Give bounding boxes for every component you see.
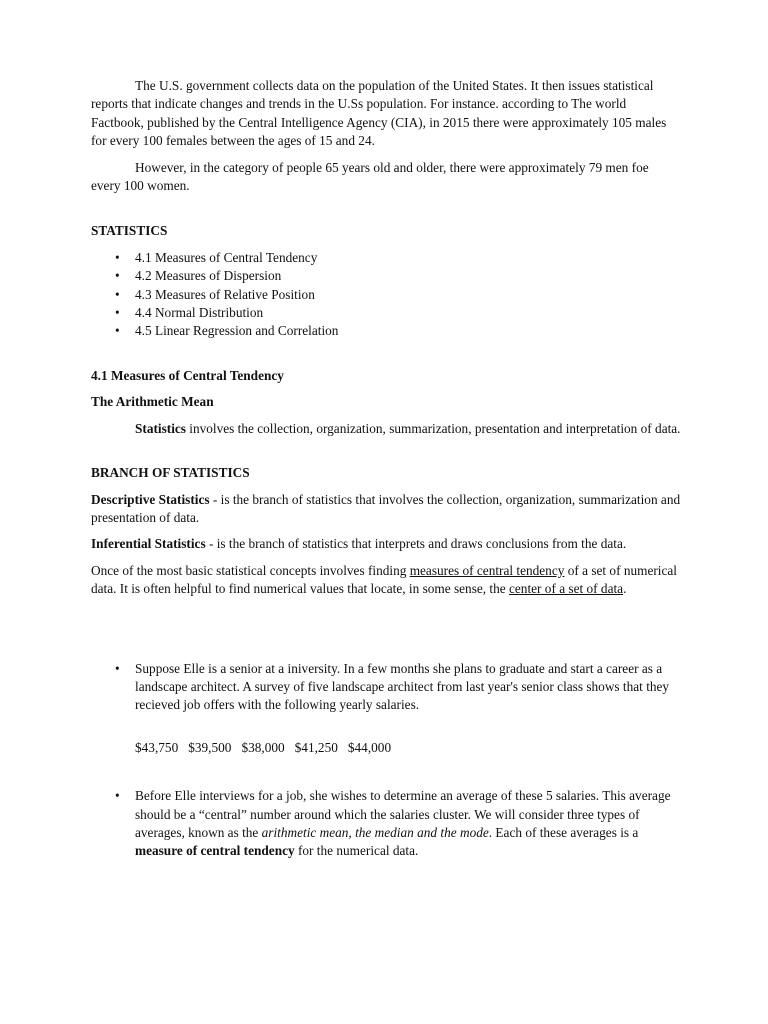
intro-paragraph-2: However, in the category of people 65 years old and older, there were approximately 79 men foe every 100 women.	[91, 159, 649, 194]
statistics-term: Statistics	[135, 420, 186, 436]
center-of-data-link[interactable]: center of a set of data	[509, 581, 624, 597]
descriptive-statistics-definition: Descriptive Statistics - is the branch of statistics that involves the collection, organization, summarization and presentation of data.	[91, 491, 681, 525]
salary-value: $44,000	[347, 739, 392, 755]
elle-scenario-text: Suppose Elle is a senior at a iniversity. In a few months she plans to graduate and start a career as a landscape architect. A survey of five landscape architect from last year's senior class shows that they recieved job offers with the following yearly salaries.	[135, 660, 670, 713]
bullet-icon: •	[115, 268, 120, 284]
salary-value: $43,750	[135, 739, 179, 755]
statistics-heading: STATISTICS	[91, 223, 168, 239]
bullet-icon: •	[115, 249, 120, 265]
average-list	[91, 787, 681, 861]
salary-value: $38,000	[241, 739, 285, 755]
example-list	[91, 660, 681, 715]
bullet-icon: •	[115, 660, 120, 676]
list-item: • 4.1 Measures of Central Tendency	[91, 249, 681, 267]
salary-value: $41,250	[294, 739, 338, 755]
descriptive-term: Descriptive Statistics	[91, 491, 210, 507]
list-item: • 4.3 Measures of Relative Position	[91, 286, 681, 304]
subheading-arithmetic-mean: The Arithmetic Mean	[91, 394, 214, 410]
list-item: • 4.5 Linear Regression and Correlation	[91, 322, 681, 340]
salary-values	[91, 739, 681, 757]
list-item: • 4.4 Normal Distribution	[91, 304, 681, 322]
bullet-icon: •	[115, 286, 120, 302]
list-item	[91, 660, 681, 715]
bullet-icon: •	[115, 305, 120, 321]
salary-value: $39,500	[188, 739, 232, 755]
bullet-icon: •	[115, 323, 120, 339]
inferential-term: Inferential Statistics	[91, 536, 206, 552]
intro-paragraph-1: The U.S. government collects data on the population of the United States. It then issues statistical reports that indicate changes and trends in the U.Ss population. For instance. according to The world Factbook, published by the Central Intelligence Agency (CIA), in 2015 there were approximately 105 males for every 100 females between the ages of 15 and 24.	[91, 78, 667, 149]
list-item: • Before Elle interviews for a job, she wishes to determine an average of these 5 salaries. This average should be a “central” number around which the salaries cluster. We will consider three types of averages, known as the arithmetic mean, the median and the mode. Each of these averages is a measure of central tendency for the numerical data.	[115, 788, 671, 859]
statistics-definition: Statistics involves the collection, organization, summarization, presentation and interpretation of data.	[135, 420, 681, 436]
average-types: arithmetic mean, the median and the mode	[261, 824, 489, 840]
measures-of-central-tendency-link[interactable]: measures of central tendency	[409, 562, 565, 578]
document-page	[91, 77, 681, 861]
bullet-icon: •	[115, 788, 120, 804]
inferential-statistics-definition: Inferential Statistics - is the branch of statistics that interprets and draws conclusions from the data.	[91, 536, 627, 552]
section-heading-central-tendency: 4.1 Measures of Central Tendency	[91, 367, 284, 383]
measure-term: measure of central tendency	[135, 843, 295, 859]
statistics-topic-list	[91, 249, 681, 341]
central-tendency-paragraph: Once of the most basic statistical concepts involves finding measures of central tendency of a set of numerical data. It is often helpful to find numerical values that locate, in some sense, the center of a set of data.	[91, 562, 677, 597]
branch-heading: BRANCH OF STATISTICS	[91, 465, 250, 481]
list-item: • 4.2 Measures of Dispersion	[91, 267, 681, 285]
